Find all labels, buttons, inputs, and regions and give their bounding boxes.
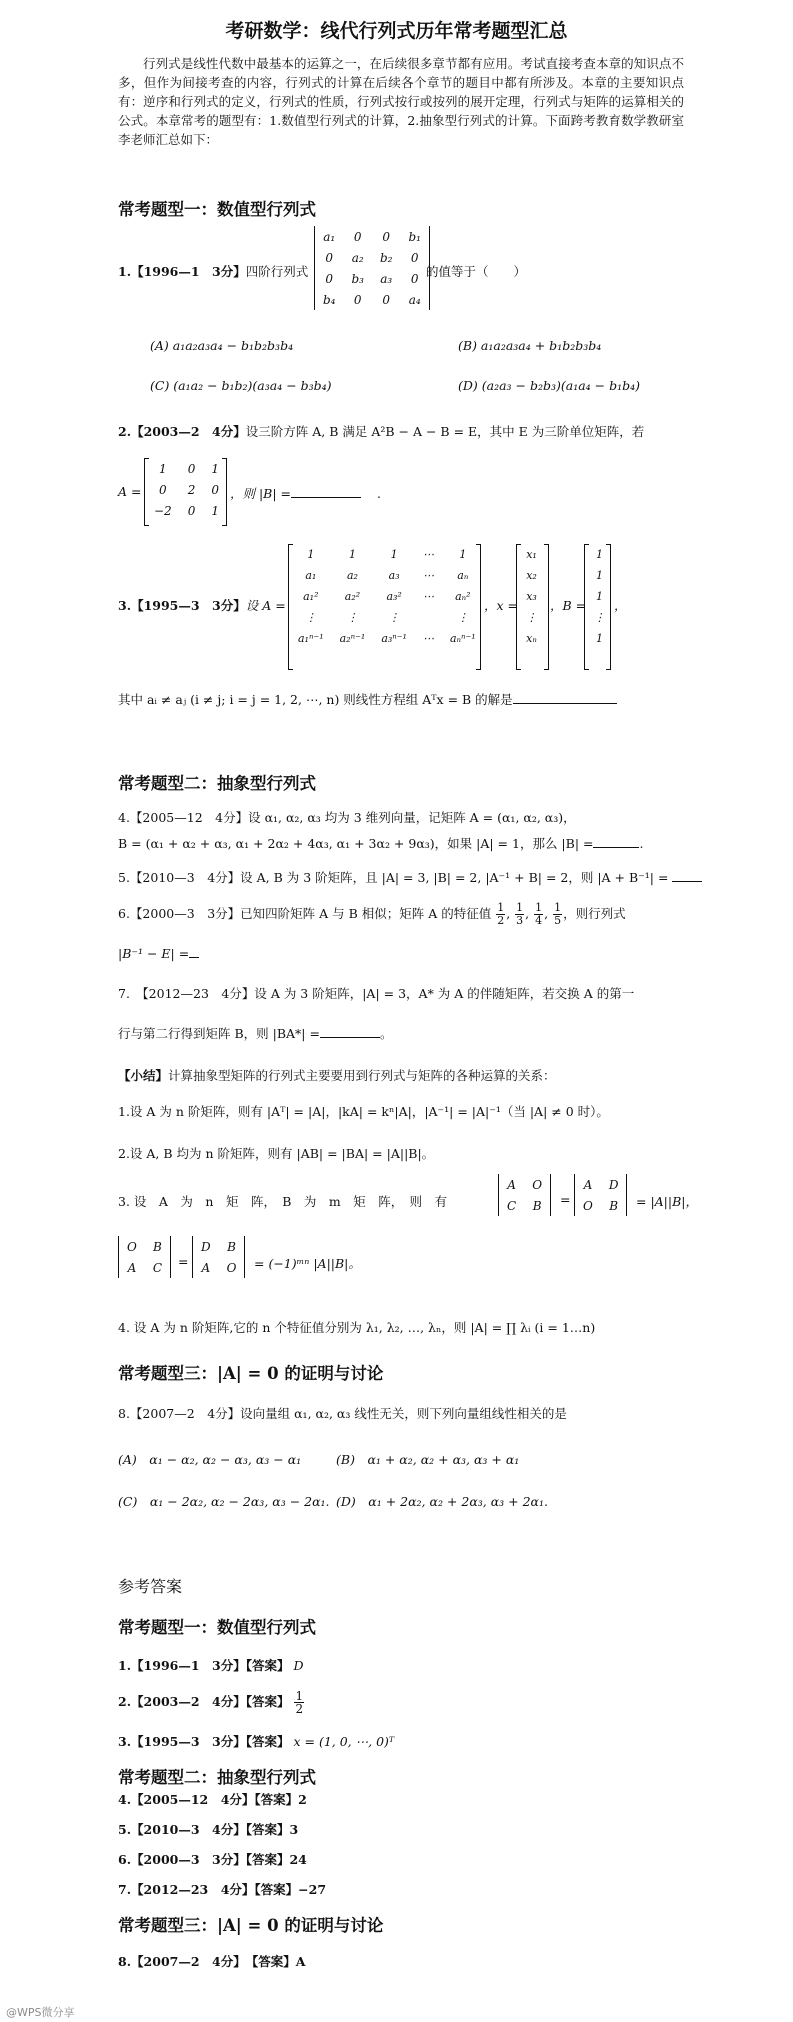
question-1-number: 1.: [118, 264, 132, 279]
question-1-pre: 四阶行列式: [245, 264, 309, 279]
answers-section-type2: 常考题型二：抽象型行列式: [118, 1768, 316, 1787]
answers-section-type1: 常考题型一：数值型行列式: [118, 1618, 316, 1637]
summary-item-4: 4. 设 A 为 n 阶矩阵,它的 n 个特征值分别为 λ₁, λ₂, …, λₙ，则 |A| = ∏ λᵢ (i = 1…n): [118, 1320, 596, 1335]
block-determinant-2: A D O B: [574, 1174, 627, 1216]
question-7-line2: 行与第二行得到矩阵 B，则 |BA*| = 。: [118, 1026, 393, 1041]
vector-bracket-right: [544, 544, 549, 670]
summary-item-3-text: 3. 设 A 为 n 矩 阵， B 为 m 矩 阵， 则 有: [118, 1194, 448, 1209]
equals-sign: =: [560, 1192, 571, 1207]
question-7-line1: 7. 【2012—23 4分】设 A 为 3 阶矩阵，|A| = 3，A* 为 A 的伴随矩阵，若交换 A 的第一: [118, 986, 635, 1001]
intro-paragraph: [118, 54, 684, 149]
question-1-option-b: (B) a₁a₂a₃a₄ + b₁b₂b₃b₄: [458, 338, 602, 353]
answers-heading: 参考答案: [118, 1577, 183, 1596]
matrix-bracket-right: [222, 458, 227, 526]
fraction: $\frac{1}{5}$: [554, 901, 562, 927]
answer-blank: [291, 497, 361, 498]
answer-6: 6.【2000—3 3分】【答案】24: [118, 1852, 307, 1867]
summary-item-3-result: = |A||B|，: [636, 1194, 699, 1209]
question-2-tag: 【2003—2 4分】: [131, 424, 246, 439]
question-6-line2: |B⁻¹ − E| =: [118, 946, 199, 961]
summary-item-3-result2: = (−1)ᵐⁿ |A||B|。: [254, 1256, 361, 1271]
fraction: $\frac{1}{3}$: [516, 901, 524, 927]
question-8-option-b: (B) α₁ + α₂, α₂ + α₃, α₃ + α₁: [336, 1452, 520, 1467]
intro-text: 行列式是线性代数中最基本的运算之一，在后续很多章节都有应用。考试直接考查本章的知识点不多，但作为间接考查的内容，行列式的计算在后续各个章节的题目中都有所涉及。本章的主要知识点有：逆序和行列式的定义，行列式的性质，行列式按行或按列的展开定理，行列式与矩阵的运算相关的公式。本章常考的题型有：1.数值型行列式的计算，2.抽象型行列式的计算。下面跨考教育数学教研室李老师汇总如下：: [118, 56, 684, 147]
question-3-stem: 3.【1995—3 3分】设 A =: [118, 598, 286, 613]
question-3-condition: 其中 aᵢ ≠ aⱼ (i ≠ j; i = j = 1, 2, ⋯, n) 则线性方程组 Aᵀx = B 的解是: [118, 690, 617, 708]
question-3-b-label: ，B =: [550, 598, 587, 613]
question-1-determinant: a₁ 0 0 b₁ 0 a₂ b₂ 0 0 b₃ a₃ 0 b₄ 0 0 a₄: [314, 226, 430, 310]
question-1-option-a: (A) a₁a₂a₃a₄ − b₁b₂b₃b₄: [150, 338, 294, 353]
summary-label: 【小结】: [118, 1068, 169, 1083]
answer-5: 5.【2010—3 4分】【答案】3: [118, 1822, 299, 1837]
answer-4: 4.【2005—12 4分】【答案】2: [118, 1792, 307, 1807]
question-8-option-c: (C) α₁ − 2α₂, α₂ − 2α₃, α₃ − 2α₁.: [118, 1494, 330, 1509]
watermark: @WPS微分享: [6, 2006, 75, 2019]
matrix-bracket-right: [476, 544, 481, 670]
question-2-matrix: 1 0 1 0 2 0 −2 0 1: [154, 461, 219, 518]
question-3-tag: 【1995—3 3分】: [131, 598, 246, 613]
vector-bracket-right: [606, 544, 611, 670]
answer-blank: [320, 1037, 380, 1038]
section-heading-type3: 常考题型三：|A| = 0 的证明与讨论: [118, 1364, 384, 1383]
answer-8: 8.【2007—2 4分】 【答案】A: [118, 1954, 306, 1969]
question-4-line1: 4.【2005—12 4分】设 α₁, α₂, α₃ 均为 3 维列向量，记矩阵 A = (α₁, α₂, α₃)，: [118, 810, 576, 825]
question-1-option-d: (D) (a₂a₃ − b₂b₃)(a₁a₄ − b₁b₄): [458, 378, 641, 393]
answers-section-type3: 常考题型三：|A| = 0 的证明与讨论: [118, 1916, 384, 1935]
question-8-option-a: (A) α₁ − α₂, α₂ − α₃, α₃ − α₁: [118, 1452, 302, 1467]
question-3-vector-b: 1 1 1 ⋮ 1: [594, 548, 605, 645]
section-heading-type2: 常考题型二：抽象型行列式: [118, 774, 316, 793]
question-3-matrix-a: 1 1 1 ⋯ 1 a₁ a₂ a₃ ⋯ aₙ a₁² a₂² a₃² ⋯ aₙ² ⋮ ⋮ ⋮ ⋮ a₁ⁿ⁻¹ a₂ⁿ⁻¹ a₃ⁿ⁻¹ ⋯ aₙⁿ⁻¹: [298, 548, 476, 645]
question-2-lhs: A =: [118, 484, 142, 499]
equals-sign: =: [178, 1254, 189, 1269]
question-1-stem: [118, 262, 308, 280]
question-5: 5.【2010—3 4分】设 A, B 为 3 阶矩阵，且 |A| = 3, |B| = 2, |A⁻¹ + B| = 2，则 |A + B⁻¹| =: [118, 868, 702, 886]
question-3-tail: ，: [614, 598, 627, 613]
question-2-text: 设三阶方阵 A, B 满足 A²B − A − B = E，其中 E 为三阶单位矩阵，若: [245, 424, 645, 439]
answer-7: 7.【2012—23 4分】【答案】−27: [118, 1882, 327, 1897]
answer-3: 3.【1995—3 3分】【答案】 x = (1, 0, ⋯, 0)ᵀ: [118, 1734, 395, 1749]
question-3-vector-x: x₁ x₂ x₃ ⋮ xₙ: [526, 548, 537, 645]
question-1-tag: 【1996—1 3分】: [131, 264, 246, 279]
question-1-option-c: (C) (a₁a₂ − b₁b₂)(a₃a₄ − b₃b₄): [150, 378, 332, 393]
answer-1: 1.【1996—1 3分】【答案】 D: [118, 1658, 304, 1673]
block-determinant-3: O B A C: [118, 1236, 171, 1278]
answer-blank: [672, 881, 702, 882]
question-8: 8.【2007—2 4分】设向量组 α₁, α₂, α₃ 线性无关，则下列向量组线性相关的是: [118, 1406, 567, 1421]
question-4-line2: B = (α₁ + α₂ + α₃, α₁ + 2α₂ + 4α₃, α₁ + 3α₂ + 9α₃)，如果 |A| = 1，那么 |B| = .: [118, 836, 644, 851]
question-6-line1: 6.【2000—3 3分】已知四阶矩阵 A 与 B 相似；矩阵 A 的特征值 $\frac{1}{2}$ , $\frac{1}{3}$ , $\frac{1}{4}$ , $\frac{1}{5}$ ，则行列式: [118, 901, 626, 927]
block-determinant-1: A O C B: [498, 1174, 551, 1216]
summary-intro: 【小结】计算抽象型矩阵的行列式主要要用到行列式与矩阵的各种运算的关系：: [118, 1068, 556, 1083]
answer-blank: [593, 847, 639, 848]
fraction: $\frac{1}{4}$: [535, 901, 543, 927]
answer-blank: [513, 703, 617, 704]
answer-blank: [189, 957, 199, 958]
summary-item-1: 1.设 A 为 n 阶矩阵，则有 |Aᵀ| = |A|，|kA| = kⁿ|A|，|A⁻¹| = |A|⁻¹（当 |A| ≠ 0 时）。: [118, 1104, 609, 1119]
section-heading-type1: 常考题型一：数值型行列式: [118, 200, 316, 219]
question-1-post: 的值等于（ ）: [426, 264, 527, 279]
fraction: $\frac{1}{2}$: [497, 901, 505, 927]
fraction: $\frac{1}{2}$: [295, 1689, 304, 1716]
answer-2: 2.【2003—2 4分】【答案】 $\frac{1}{2}$: [118, 1689, 304, 1716]
page-title: 考研数学：线代行列式历年常考题型汇总: [225, 20, 568, 42]
question-8-option-d: (D) α₁ + 2α₂, α₂ + 2α₃, α₃ + 2α₁.: [336, 1494, 548, 1509]
summary-item-2: 2.设 A, B 均为 n 阶矩阵，则有 |AB| = |BA| = |A||B|。: [118, 1146, 435, 1161]
question-2-rhs: ，则 |B| = .: [230, 486, 381, 501]
block-determinant-4: D B A O: [192, 1236, 245, 1278]
question-3-x-label: ，x =: [484, 598, 518, 613]
question-2-stem: 2.【2003—2 4分】设三阶方阵 A, B 满足 A²B − A − B = E，其中 E 为三阶单位矩阵，若: [118, 424, 645, 439]
